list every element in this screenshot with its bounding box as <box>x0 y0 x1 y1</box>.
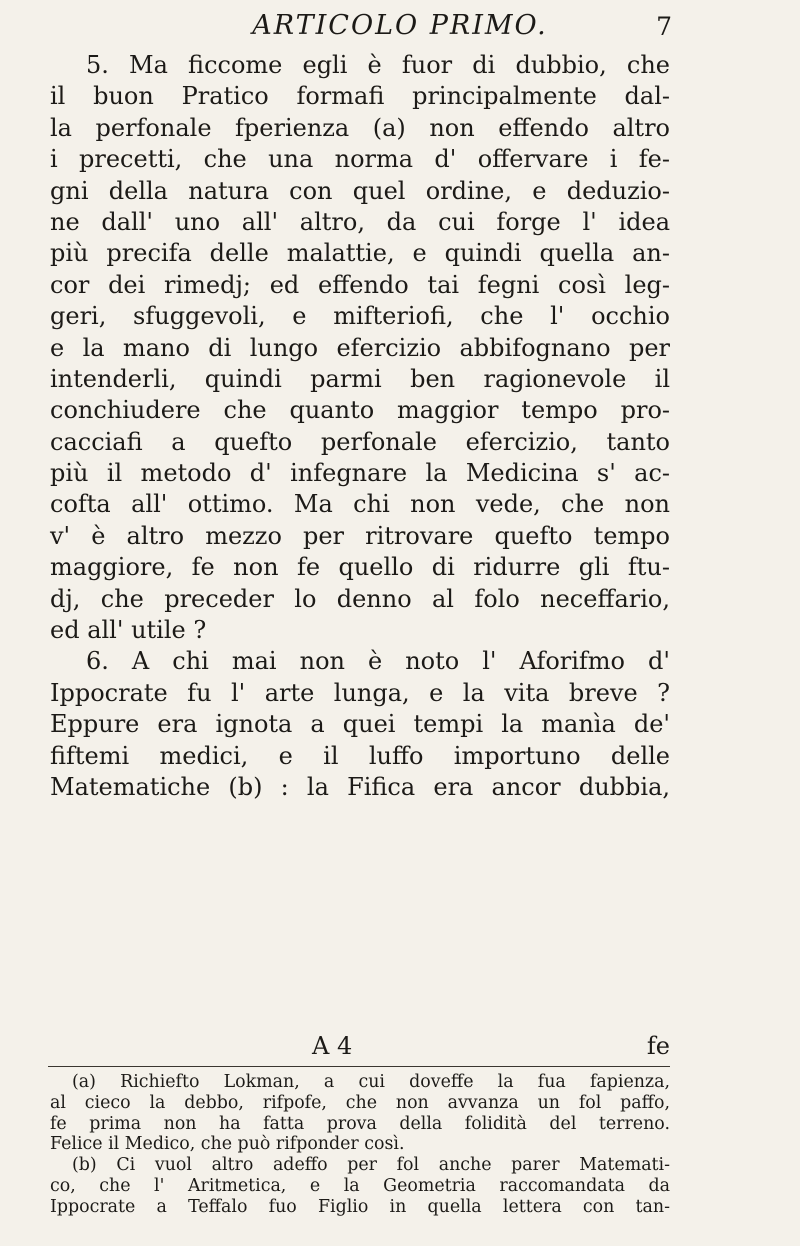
footnotes <box>50 1072 670 1218</box>
text-line: più il metodo d' infegnare la Medicina s' ac- <box>50 459 670 488</box>
text-line: v' è altro mezzo per ritrovare quefto tempo <box>50 521 670 550</box>
text-line: Ippocrate fu l' arte lunga, e la vita breve ? <box>50 678 670 707</box>
text-line: Eppure era ignota a quei tempi la manìa de' <box>50 710 670 739</box>
text-line: 5. Ma ficcome egli è fuor di dubbio, che <box>86 51 670 79</box>
footnote-rule <box>48 1066 670 1067</box>
body-text <box>50 50 670 803</box>
text-line: cofta all' ottimo. Ma chi non vede, che non <box>50 490 670 519</box>
footnote-line: (b) Ci vuol altro adeffo per fol anche parer Matemati- <box>72 1155 670 1176</box>
signature-mark: A 4 <box>312 1032 353 1060</box>
footnote-line: (a) Richiefto Lokman, a cui doveffe la fua fapienza, <box>72 1072 670 1092</box>
running-head <box>0 6 800 46</box>
footnote-line: co, che l' Aritmetica, e la Geometria raccomandata da <box>50 1175 670 1196</box>
footnote-line: Ippocrate a Teffalo fuo Figlio in quella lettera con tan- <box>50 1196 670 1217</box>
footnote-line: al cieco la debbo, rifpofe, che non avvanza un fol paffo, <box>50 1092 670 1113</box>
text-line: più precifa delle malattie, e quindi quella an- <box>50 239 670 268</box>
text-line: cacciafi a quefto perfonale efercizio, tanto <box>50 427 670 456</box>
catchword: fe <box>646 1032 670 1060</box>
text-line: conchiudere che quanto maggior tempo pro- <box>50 396 670 425</box>
text-line: geri, sfuggevoli, e mifteriofi, che l' occhio <box>50 302 670 331</box>
text-line: gni della natura con quel ordine, e deduzio- <box>50 176 670 205</box>
text-line: ne dall' uno all' altro, da cui forge l' idea <box>50 207 670 236</box>
signature-line <box>50 1032 670 1062</box>
text-line: cor dei rimedj; ed effendo tai fegni così leg- <box>50 270 670 299</box>
footnote-line: Felice il Medico, che può rifponder così. <box>50 1134 405 1155</box>
footnote-line: fe prima non ha fatta prova della folidità del terreno. <box>50 1113 670 1134</box>
text-line: e la mano di lungo efercizio abbifognano per <box>50 333 670 362</box>
page-number: 7 <box>656 12 672 41</box>
text-line: maggiore, fe non fe quello di ridurre gli ftu- <box>50 553 670 582</box>
text-line: intenderli, quindi parmi ben ragionevole il <box>50 364 670 393</box>
text-line: ed all' utile ? <box>50 616 207 645</box>
text-line: Matematiche (b) : la Fifica era ancor dubbia, <box>50 772 670 801</box>
text-line: il buon Pratico formafi principalmente dal- <box>50 82 670 111</box>
text-line: dj, che preceder lo denno al folo neceffario, <box>50 584 670 613</box>
text-line: 6. A chi mai non è noto l' Aforifmo d' <box>86 647 670 676</box>
text-line: fiftemi medici, e il luffo importuno delle <box>50 741 670 770</box>
running-title: ARTICOLO PRIMO. <box>252 10 548 41</box>
text-line: i precetti, che una norma d' offervare i fe- <box>50 145 670 174</box>
text-line: la perfonale fperienza (a) non effendo altro <box>50 113 670 142</box>
